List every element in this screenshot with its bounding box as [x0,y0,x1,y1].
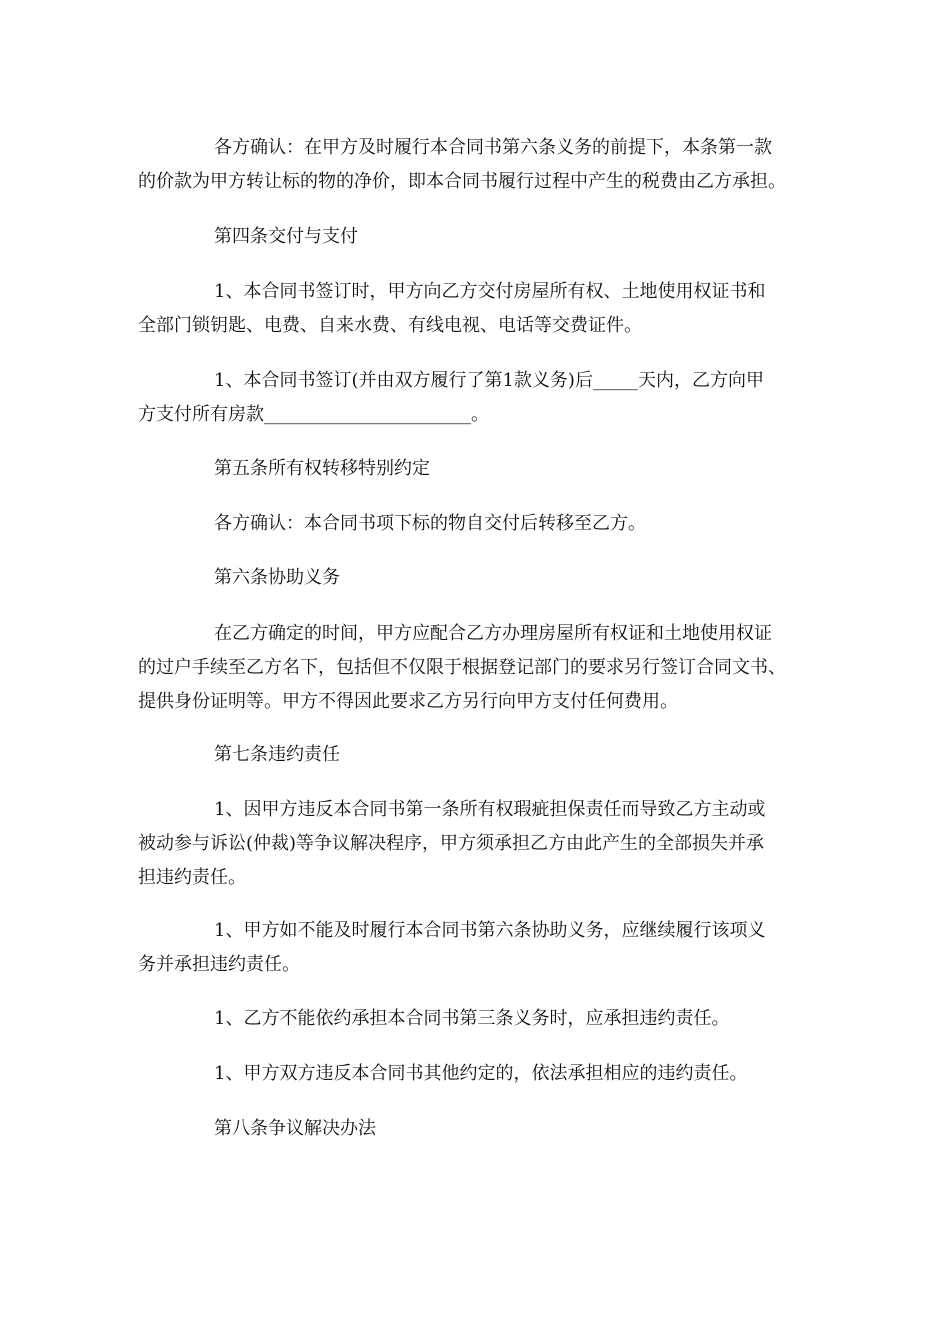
text-line: 方支付所有房款_______________________。 [138,404,489,425]
text-line: 的价款为甲方转让标的物的净价，即本合同书履行过程中产生的税费由乙方承担。 [138,171,786,192]
paragraph-confirm-net-price [138,131,818,199]
paragraph-article-5-body [138,507,818,541]
text-line: 1、因甲方违反本合同书第一条所有权瑕疵担保责任而导致乙方主动或 [214,799,766,820]
text-line: 务并承担违约责任。 [138,954,300,975]
text-line: 在乙方确定的时间，甲方应配合乙方办理房屋所有权证和土地使用权证 [214,623,772,644]
paragraph-article-4-item-1 [138,275,818,343]
text-line: 1、甲方双方违反本合同书其他约定的，依法承担相应的违约责任。 [214,1063,748,1084]
text-line: 的过户手续至乙方名下，包括但不仅限于根据登记部门的要求另行签订合同文书、 [138,657,786,678]
text-line: 担违约责任。 [138,867,246,888]
paragraph-article-7-item-4 [138,1057,818,1091]
text-line: 1、本合同书签订时，甲方向乙方交付房屋所有权、土地使用权证书和 [214,281,766,302]
text-line: 全部门锁钥匙、电费、自来水费、有线电视、电话等交费证件。 [138,315,642,336]
article-5-heading [138,452,818,486]
text-line: 各方确认：在甲方及时履行本合同书第六条义务的前提下，本条第一款 [214,137,772,158]
paragraph-article-7-item-1 [138,793,818,895]
article-7-heading [138,738,818,772]
article-8-heading [138,1112,818,1146]
text-line: 各方确认：本合同书项下标的物自交付后转移至乙方。 [214,513,646,534]
heading-text: 第四条交付与支付 [214,226,358,247]
heading-text: 第八条争议解决办法 [214,1118,376,1139]
text-line: 1、本合同书签订(并由双方履行了第1款义务)后_____天内，乙方向甲 [214,370,764,391]
text-line: 1、甲方如不能及时履行本合同书第六条协助义务，应继续履行该项义 [214,920,766,941]
paragraph-article-7-item-2 [138,914,818,982]
paragraph-article-4-item-2 [138,364,818,432]
paragraph-article-7-item-3 [138,1002,818,1036]
text-line: 被动参与诉讼(仲裁)等争议解决程序，甲方须承担乙方由此产生的全部损失并承 [138,833,765,854]
article-4-heading [138,220,818,254]
heading-text: 第六条协助义务 [214,567,340,588]
text-line: 1、乙方不能依约承担本合同书第三条义务时，应承担违约责任。 [214,1008,730,1029]
article-6-heading [138,561,818,595]
heading-text: 第七条违约责任 [214,744,340,765]
heading-text: 第五条所有权转移特别约定 [214,458,430,479]
paragraph-article-6-body [138,617,818,719]
text-line: 提供身份证明等。甲方不得因此要求乙方另行向甲方支付任何费用。 [138,691,678,712]
